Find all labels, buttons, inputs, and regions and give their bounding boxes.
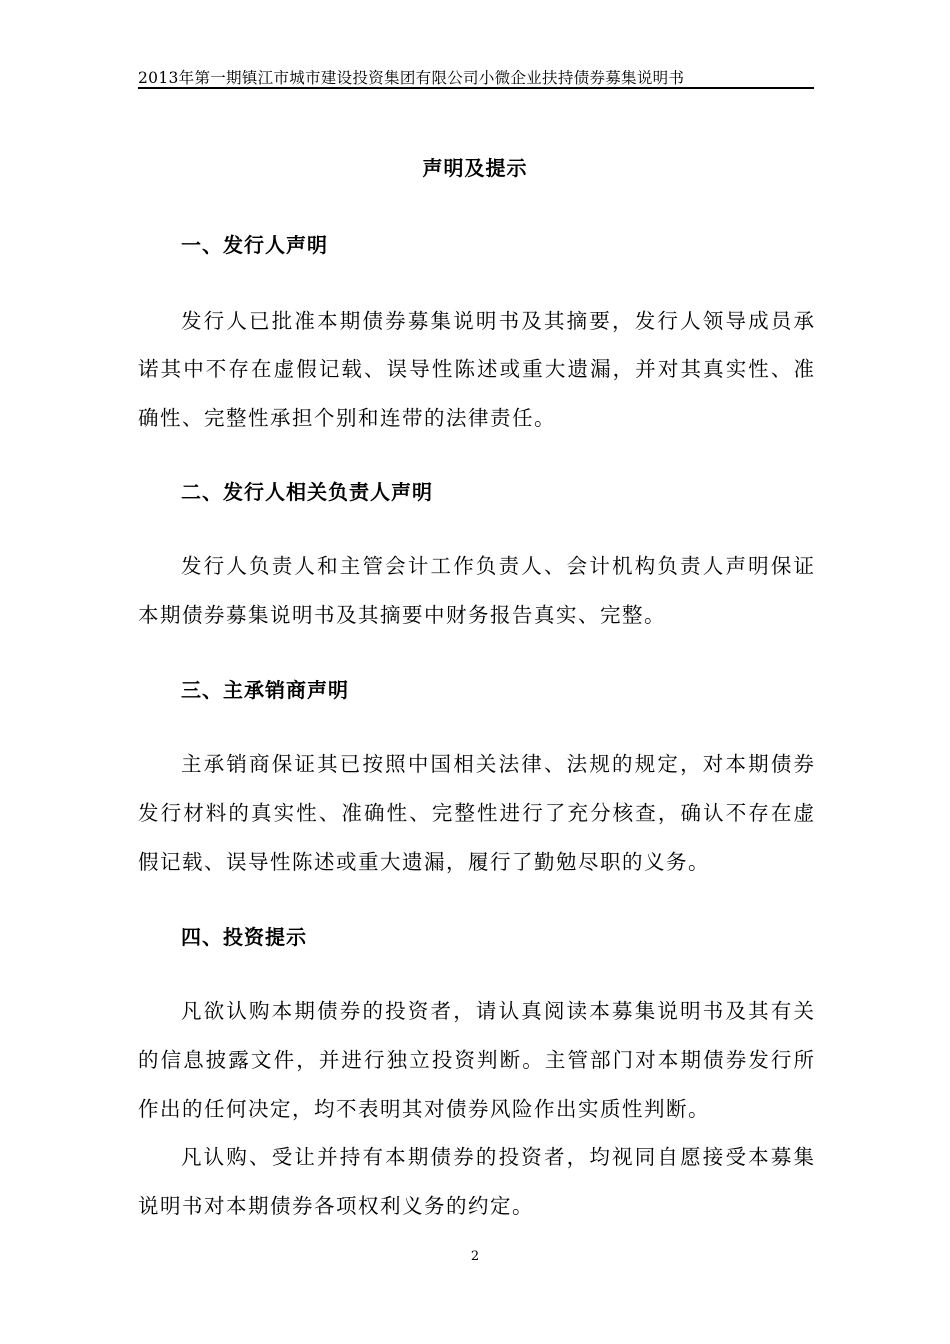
body-line: 发行人已批准本期债券募集说明书及其摘要，发行人领导成员承: [181, 309, 814, 333]
body-line: 说明书对本期债券各项权利义务的约定。: [138, 1194, 534, 1218]
section-heading-lead-underwriter-statement: 三、主承销商声明: [181, 678, 349, 702]
header-rule: [138, 87, 814, 89]
body-line: 凡欲认购本期债券的投资者，请认真阅读本募集说明书及其有关: [181, 999, 814, 1023]
body-line: 的信息披露文件，并进行独立投资判断。主管部门对本期债券发行所: [138, 1048, 814, 1072]
body-line: 确性、完整性承担个别和连带的法律责任。: [138, 406, 556, 430]
body-line: 假记载、误导性陈述或重大遗漏，履行了勤勉尽职的义务。: [138, 850, 710, 874]
body-line: 凡认购、受让并持有本期债券的投资者，均视同自愿接受本募集: [181, 1145, 814, 1169]
body-line: 作出的任何决定，均不表明其对债券风险作出实质性判断。: [138, 1097, 710, 1121]
body-line: 发行人负责人和主管会计工作负责人、会计机构负责人声明保证: [181, 554, 814, 578]
section-heading-responsible-persons-statement: 二、发行人相关负责人声明: [181, 480, 433, 504]
body-line: 主承销商保证其已按照中国相关法律、法规的规定，对本期债券: [181, 752, 814, 776]
page-title: 声明及提示: [422, 156, 528, 180]
body-line: 诺其中不存在虚假记载、误导性陈述或重大遗漏，并对其真实性、准: [138, 357, 814, 381]
body-line: 本期债券募集说明书及其摘要中财务报告真实、完整。: [138, 603, 666, 627]
section-heading-investment-notice: 四、投资提示: [181, 925, 307, 949]
body-line: 发行材料的真实性、准确性、完整性进行了充分核查，确认不存在虚: [138, 801, 814, 825]
page-number: 2: [470, 1249, 480, 1264]
running-header: 2013年第一期镇江市城市建设投资集团有限公司小微企业扶持债券募集说明书: [138, 69, 685, 87]
section-heading-issuer-statement: 一、发行人声明: [181, 233, 328, 257]
